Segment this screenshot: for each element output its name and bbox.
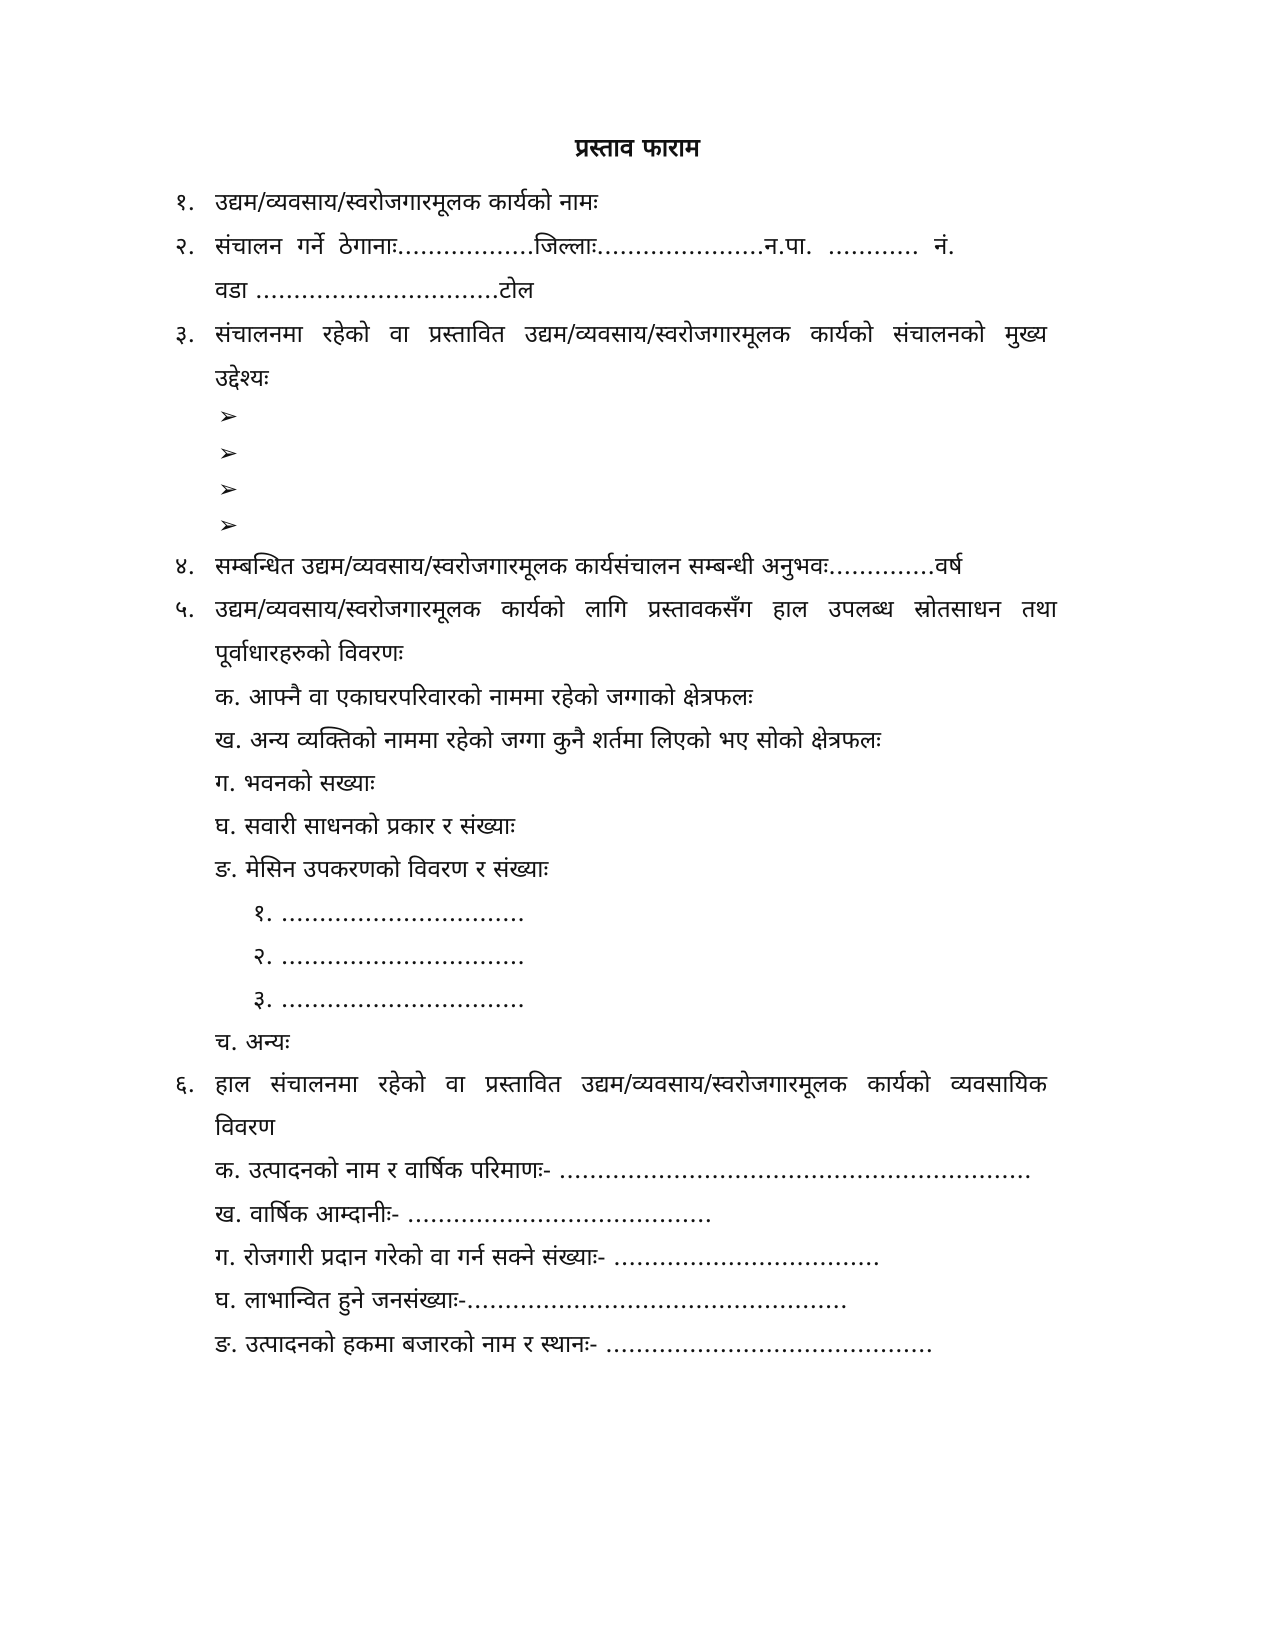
item-3-word: उद्यम/व्यवसाय/स्वरोजगारमूलक: [524, 320, 791, 348]
item-6-word: संचालनमा: [270, 1070, 359, 1098]
item-5-word: स्रोतसाधन: [914, 595, 1002, 623]
item-3-word: संचालनमा: [215, 320, 303, 348]
item-5-sub-3: ३. ................................: [253, 985, 525, 1013]
item-5-word: उपलब्ध: [828, 595, 894, 623]
arrow-bullet-icon: ➢: [218, 511, 239, 539]
item-3-word: संचालनको: [893, 320, 985, 348]
item-2-line-1: [215, 228, 955, 264]
arrow-bullet-icon: ➢: [218, 402, 239, 430]
item-3-word: वा: [389, 320, 410, 348]
item-5-word: लागि: [585, 595, 628, 623]
item-6-line-1: [215, 1066, 1047, 1102]
item-3-line-2: उद्देश्यः: [215, 364, 269, 392]
item-2-field-blank: ............: [827, 232, 920, 260]
item-4-text: सम्बन्धित उद्यम/व्यवसाय/स्वरोजगारमूलक कार्यसंचालन सम्बन्धी अनुभवः..............वर्ष: [215, 552, 963, 580]
item-6-ga: ग. रोजगारी प्रदान गरेको वा गर्न सक्ने संख्याः- ...................................: [215, 1243, 881, 1271]
item-5-word: कार्यको: [501, 595, 565, 623]
item-1: [175, 184, 598, 220]
item-6-number: ६.: [175, 1070, 196, 1098]
item-3-number: ३.: [175, 320, 196, 348]
item-6-gha: घ. लाभान्वित हुने जनसंख्याः-..................................................: [215, 1286, 848, 1314]
item-3-word: प्रस्तावित: [428, 320, 505, 348]
item-1-text: उद्यम/व्यवसाय/स्वरोजगारमूलक कार्यको नामः: [215, 188, 598, 216]
item-2-line-2: वडा ................................टोल: [215, 276, 534, 304]
item-3-line-1: [215, 316, 1047, 352]
arrow-bullet-icon: ➢: [218, 475, 239, 503]
item-6-word: रहेको: [378, 1070, 426, 1098]
item-2-word: गर्ने: [297, 232, 324, 260]
item-5-gha: घ. सवारी साधनको प्रकार र संख्याः: [215, 812, 516, 840]
item-6-word: वा: [445, 1070, 466, 1098]
item-5-kha: ख. अन्य व्यक्तिको नाममा रहेको जग्गा कुनै शर्तमा लिएको भए सोको क्षेत्रफलः: [215, 726, 882, 754]
item-5-word: प्रस्तावकसँग: [647, 595, 753, 623]
item-5-line-2: पूर्वाधारहरुको विवरणः: [215, 639, 404, 667]
item-5-word: उद्यम/व्यवसाय/स्वरोजगारमूलक: [215, 595, 481, 623]
item-5-word: तथा: [1021, 595, 1057, 623]
item-5-sub-1: १. ................................: [253, 899, 525, 927]
item-5-sub-2: २. ................................: [253, 942, 525, 970]
item-5-ga: ग. भवनको सख्याः: [215, 769, 375, 797]
item-2-number: २.: [175, 232, 196, 260]
item-4: [175, 548, 962, 584]
item-6-kha: ख. वार्षिक आम्दानीः- ........................................: [215, 1200, 713, 1228]
item-5-nga: ङ. मेसिन उपकरणको विवरण र संख्याः: [215, 855, 549, 883]
item-6-word: प्रस्तावित: [485, 1070, 562, 1098]
item-6-word: उद्यम/व्यवसाय/स्वरोजगारमूलक: [581, 1070, 848, 1098]
item-6-word: कार्यको: [867, 1070, 931, 1098]
item-2-word: संचालन: [215, 232, 283, 260]
item-5-number: ५.: [175, 595, 196, 623]
item-6-nga: ङ. उत्पादनको हकमा बजारको नाम र स्थानः- ...........................................: [215, 1330, 934, 1358]
arrow-bullet-icon: ➢: [218, 439, 239, 467]
item-3-word: रहेको: [322, 320, 370, 348]
item-5-line-1: [215, 591, 1057, 627]
item-4-number: ४.: [175, 552, 196, 580]
item-2-address-fields: ठेगानाः..................जिल्लाः......................न.पा.: [338, 232, 813, 260]
form-title: प्रस्ताव फाराम: [575, 133, 700, 162]
item-3-word: कार्यको: [810, 320, 874, 348]
item-5-word: हाल: [772, 595, 808, 623]
item-2-word: नं.: [934, 232, 955, 260]
item-1-number: १.: [175, 188, 196, 216]
item-6-word: व्यवसायिक: [950, 1070, 1047, 1098]
item-6-line-2: विवरण: [215, 1113, 276, 1141]
item-6-word: हाल: [215, 1070, 251, 1098]
item-5-cha: च. अन्यः: [215, 1028, 290, 1056]
item-5-ka: क. आफ्नै वा एकाघरपरिवारको नाममा रहेको जग्गाको क्षेत्रफलः: [215, 683, 753, 711]
item-6-ka: क. उत्पादनको नाम र वार्षिक परिमाणः- ..............................................................: [215, 1156, 1032, 1184]
item-3-word: मुख्य: [1004, 320, 1047, 348]
